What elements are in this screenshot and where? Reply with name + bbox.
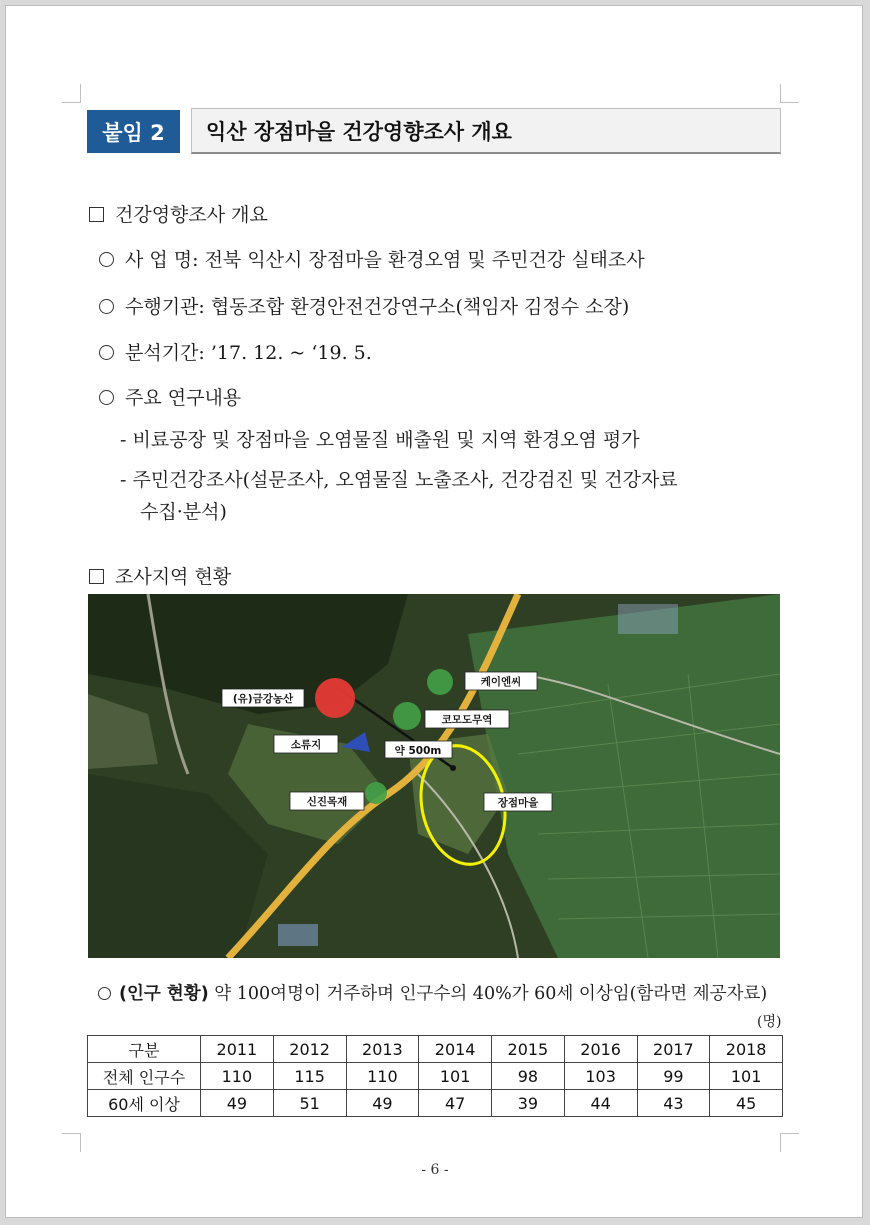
table-header-cell: 2015 bbox=[492, 1036, 565, 1063]
item-organization: 수행기관: 협동조합 환경안전건강연구소(책임자 김정수 소장) bbox=[99, 292, 629, 319]
checkbox-square-icon bbox=[89, 569, 104, 584]
page-number: - 6 - bbox=[421, 1162, 449, 1178]
circle-bullet-icon bbox=[99, 299, 114, 314]
table-header-cell: 2014 bbox=[419, 1036, 492, 1063]
table-cell: 115 bbox=[273, 1063, 346, 1090]
survey-area-satellite-map bbox=[88, 594, 780, 958]
table-header-cell: 2013 bbox=[346, 1036, 419, 1063]
table-row bbox=[88, 1090, 783, 1117]
map-label-soryuji: 소류지 bbox=[290, 739, 322, 751]
circle-bullet-icon bbox=[98, 987, 111, 1000]
table-unit: (명) bbox=[757, 1014, 782, 1030]
table-cell: 101 bbox=[710, 1063, 783, 1090]
table-cell: 110 bbox=[346, 1063, 419, 1090]
table-row-label: 60세 이상 bbox=[88, 1090, 201, 1117]
kei-marker-icon bbox=[427, 669, 453, 695]
table-cell: 110 bbox=[201, 1063, 274, 1090]
subitem-health-survey-cont: 수집·분석) bbox=[140, 501, 227, 523]
table-cell: 45 bbox=[710, 1090, 783, 1117]
document-title bbox=[191, 108, 781, 154]
circle-bullet-icon bbox=[99, 252, 114, 267]
map-label-jangjeom: 장점마을 bbox=[497, 797, 539, 809]
table-cell: 49 bbox=[346, 1090, 419, 1117]
population-summary bbox=[98, 980, 767, 1005]
table-cell: 99 bbox=[637, 1063, 710, 1090]
section-heading-overview: 건강영향조사 개요 bbox=[89, 200, 268, 227]
table-row-label: 전체 인구수 bbox=[88, 1063, 201, 1090]
table-header-cell: 2016 bbox=[564, 1036, 637, 1063]
table-cell: 103 bbox=[564, 1063, 637, 1090]
checkbox-square-icon bbox=[89, 207, 104, 222]
table-header-cell: 2017 bbox=[637, 1036, 710, 1063]
item-research-content: 주요 연구내용 bbox=[99, 383, 241, 410]
table-header-row bbox=[88, 1036, 783, 1063]
population-label: (인구 현황) bbox=[119, 984, 209, 1004]
section-heading-area: 조사지역 현황 bbox=[89, 562, 231, 589]
item-project-name: 사 업 명: 전북 익산시 장점마을 환경오염 및 주민건강 실태조사 bbox=[99, 245, 645, 272]
crop-mark-top-right bbox=[780, 84, 799, 103]
crop-mark-bottom-right bbox=[780, 1133, 799, 1152]
komodo-marker-icon bbox=[393, 702, 421, 730]
table-cell: 98 bbox=[492, 1063, 565, 1090]
subitem-pollution-eval: - 비료공장 및 장점마을 오염물질 배출원 및 지역 환경오염 평가 bbox=[120, 429, 640, 451]
population-text: 약 100여명이 거주하며 인구수의 40%가 60세 이상임(함라면 제공자료) bbox=[214, 984, 768, 1004]
document-title-text: 익산 장점마을 건강영향조사 개요 bbox=[206, 119, 512, 144]
factory-marker-icon bbox=[315, 678, 355, 718]
map-label-geumgang: (유)금강농산 bbox=[232, 693, 294, 705]
table-header-cell: 구분 bbox=[88, 1036, 201, 1063]
circle-bullet-icon bbox=[99, 345, 114, 360]
subitem-health-survey: - 주민건강조사(설문조사, 오염물질 노출조사, 건강검진 및 건강자료 bbox=[120, 469, 678, 491]
table-row bbox=[88, 1063, 783, 1090]
item-period: 분석기간: ’17. 12. ~ ‘19. 5. bbox=[99, 338, 372, 365]
table-header-cell: 2011 bbox=[201, 1036, 274, 1063]
table-cell: 47 bbox=[419, 1090, 492, 1117]
map-label-sinjin: 신진목재 bbox=[306, 796, 348, 808]
attachment-badge: 붙임 2 bbox=[87, 110, 180, 153]
crop-mark-bottom-left bbox=[62, 1133, 81, 1152]
population-table bbox=[87, 1035, 783, 1117]
map-label-distance: 약 500m bbox=[394, 745, 442, 757]
table-cell: 39 bbox=[492, 1090, 565, 1117]
table-cell: 49 bbox=[201, 1090, 274, 1117]
table-header-cell: 2012 bbox=[273, 1036, 346, 1063]
table-cell: 101 bbox=[419, 1063, 492, 1090]
circle-bullet-icon bbox=[99, 390, 114, 405]
table-cell: 51 bbox=[273, 1090, 346, 1117]
map-label-komodo: 코모도무역 bbox=[441, 714, 493, 726]
table-cell: 44 bbox=[564, 1090, 637, 1117]
table-cell: 43 bbox=[637, 1090, 710, 1117]
sinjin-marker-icon bbox=[365, 782, 387, 804]
crop-mark-top-left bbox=[62, 84, 81, 103]
map-label-kei: 케이엔씨 bbox=[480, 676, 522, 688]
table-header-cell: 2018 bbox=[710, 1036, 783, 1063]
